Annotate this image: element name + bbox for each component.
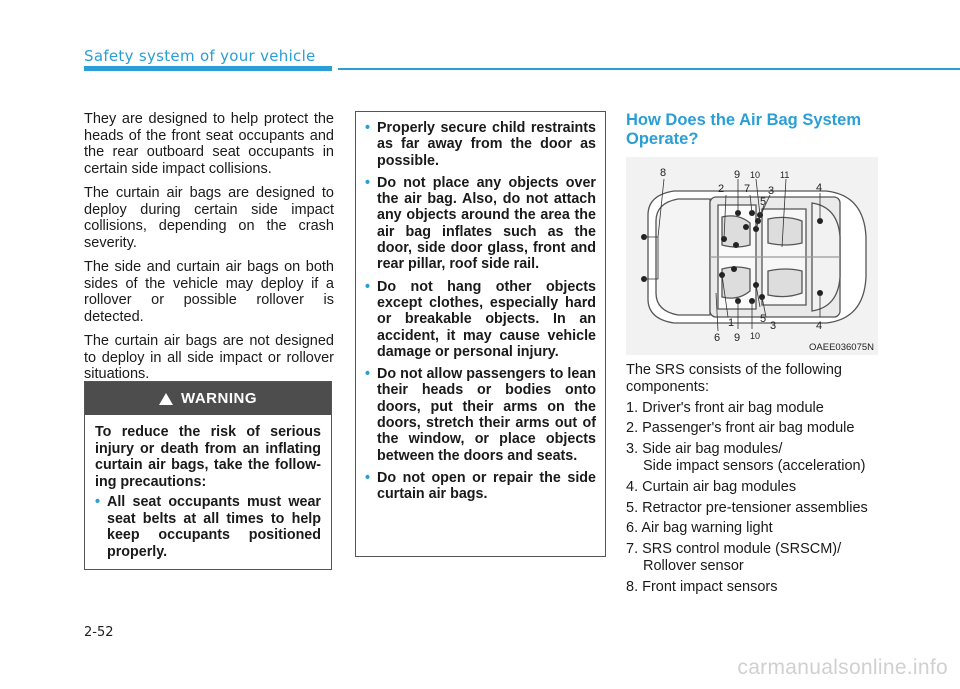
callout-label: 10 <box>750 170 761 180</box>
callout-label: 9 <box>734 332 741 344</box>
precaution-bullet: • Do not place any objects over the air bag. Also, do not attach any objects around the area the air bag inflates such as the door, side door glass, front and rear pillar, roof side rail. <box>365 175 596 273</box>
callout-label: 4 <box>816 320 823 332</box>
airbag-operation-column <box>626 111 879 149</box>
callout-label: 1 <box>728 317 735 329</box>
list-item: 6. Air bag warning light <box>626 520 773 537</box>
section-header-title: Safety system of your vehicle <box>84 47 316 65</box>
list-item: 1. Driver's front air bag module <box>626 399 824 416</box>
page-number: 2-52 <box>84 625 114 640</box>
warning-body <box>85 415 331 560</box>
header-rule <box>338 68 960 70</box>
warning-header <box>85 382 331 415</box>
paragraph: They are designed to help protect the heads of the front seat occupants and the rear outboard seat occupants in certain side impact collisions. <box>84 111 334 177</box>
callout-label: 3 <box>770 320 777 332</box>
callout-label: 2 <box>718 183 725 195</box>
precautions-box <box>355 111 606 557</box>
section-title: How Does the Air Bag System Operate? <box>626 111 862 148</box>
callout-label: 7 <box>744 183 751 195</box>
list-item: 5. Retractor pre-tensioner assemblies <box>626 499 868 516</box>
paragraph: The side and curtain air bags on both sides of the vehicle may deploy if a rollover or possible rollover is detected. <box>84 259 334 325</box>
precaution-bullet: • Do not hang other objects except clothes, especially hard or breakable objects. In an accident, it may cause vehicle damage or personal injury. <box>365 279 596 360</box>
list-item: 7. SRS control module (SRSCM)/ Rollover sensor <box>626 541 842 574</box>
callout-label: 4 <box>816 182 823 194</box>
callout-label: 11 <box>780 170 790 180</box>
callout-label: 6 <box>714 332 721 344</box>
precaution-bullet: • Do not allow passengers to lean their heads or bodies onto doors, put their arms on the doors, stretch their arms out of the window, or place objects between the doors and seats. <box>365 366 596 464</box>
intro-column <box>84 111 334 391</box>
warning-intro: To reduce the risk of serious injury or death from an inflating curtain air bags, take the follow-ing precautions: <box>95 424 321 490</box>
airbag-system-figure <box>626 157 878 355</box>
precaution-bullet: • Properly secure child restraints as far away from the door as possible. <box>365 120 596 169</box>
watermark: carmanualsonline.info <box>737 656 948 679</box>
srs-intro: The SRS consists of the following components: <box>626 362 842 395</box>
figure-code: OAEE036075N <box>809 342 874 353</box>
warning-triangle-icon <box>159 393 173 405</box>
callout-label: 9 <box>734 169 741 181</box>
callout-label: 5 <box>760 313 767 325</box>
car-top-view-diagram <box>626 157 878 355</box>
precaution-bullet: • Do not open or repair the side curtain air bags. <box>365 470 596 503</box>
paragraph: The curtain air bags are not designed to deploy in all side impact or rollover situations. <box>84 333 334 382</box>
list-item: 3. Side air bag modules/ Side impact sensors (acceleration) <box>626 441 866 474</box>
list-item: 2. Passenger's front air bag module <box>626 420 855 437</box>
callout-label: 10 <box>750 331 761 341</box>
list-item: 8. Front impact sensors <box>626 578 778 595</box>
warning-box <box>84 381 332 570</box>
list-item: 4. Curtain air bag modules <box>626 478 797 495</box>
callout-label: 5 <box>760 196 767 208</box>
callout-label: 3 <box>768 185 775 197</box>
srs-components-list <box>626 362 882 600</box>
paragraph: The curtain air bags are designed to deploy during certain side impact collisions, depending on the crash severity. <box>84 185 334 251</box>
warning-label: WARNING <box>181 390 257 407</box>
header-accent-bar <box>84 66 332 71</box>
warning-bullet: • All seat occupants must wear seat belts at all times to help keep occupants positioned properly. <box>95 494 321 560</box>
callout-label: 8 <box>660 167 667 179</box>
